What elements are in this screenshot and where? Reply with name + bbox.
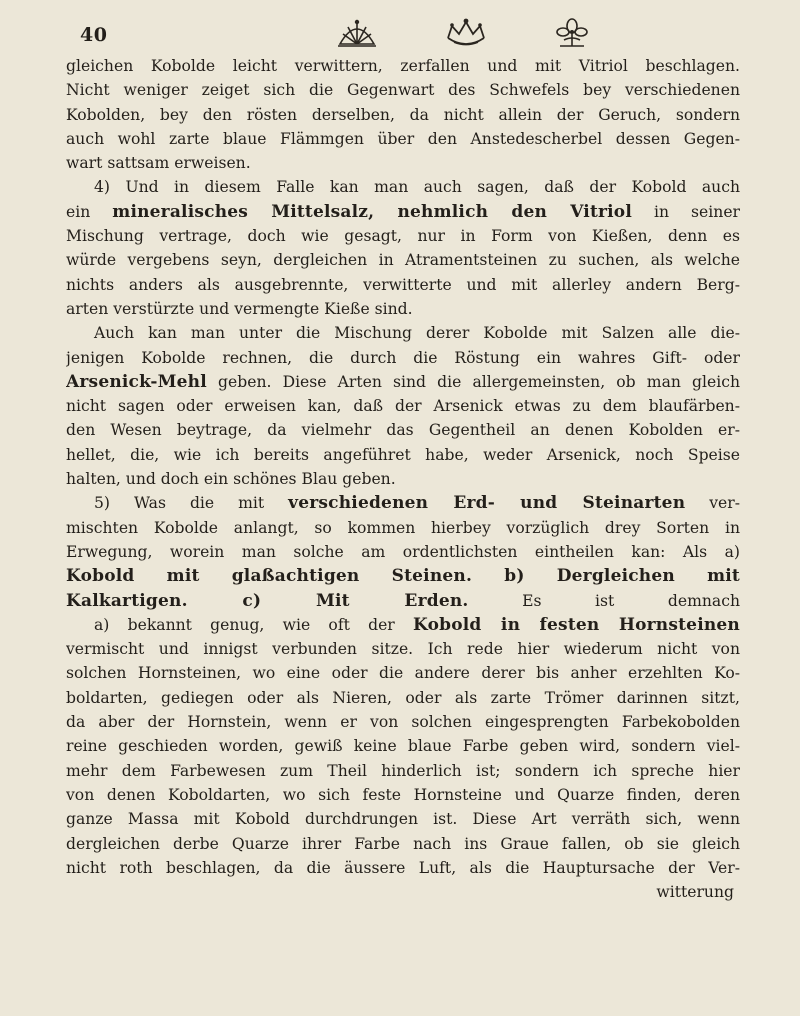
page-number: 40 xyxy=(80,24,108,46)
crown-ornament-icon xyxy=(442,16,490,48)
text-line: halten, und doch ein schönes Blau geben. xyxy=(66,470,396,489)
text-line: arten verstürzte und vermengte Kieße sind. xyxy=(66,299,413,318)
body-text xyxy=(66,54,740,904)
text-line: ein mineralisches Mittelsalz, nehmlich den Vitriol in seiner xyxy=(66,201,740,222)
text-line: nicht sagen oder erweisen kan, daß der Arsenick etwas zu dem blaufärben- xyxy=(66,397,740,416)
text-line: Arsenick-Mehl geben. Diese Arten sind die allergemeinsten, ob man gleich xyxy=(66,371,740,392)
text-line: Kalkartigen. c) Mit Erden. Es ist demnach xyxy=(66,590,740,611)
text-line: wart sattsam erweisen. xyxy=(66,154,251,173)
text-line: jenigen Kobolde rechnen, die durch die Röstung ein wahres Gift- oder xyxy=(66,348,740,367)
emphasis-arsenic-flour: Arsenick-Mehl xyxy=(66,371,207,392)
text-line: auch wohl zarte blaue Flämmgen über den Anstedescherbel dessen Gegen- xyxy=(66,129,740,148)
shell-ornament-icon xyxy=(334,16,380,48)
emphasis-glassy-stones: Kobold mit glaßachtigen Steinen. b) Dergleichen mit xyxy=(66,566,740,587)
paragraph-5-start: 5) Was die mit verschiedenen Erd- und Steinarten ver- xyxy=(94,493,740,514)
text-line: von denen Koboldarten, wo sich feste Hornsteine und Quarze finden, deren xyxy=(66,785,740,804)
text-line: a) bekannt genug, wie oft der Kobold in festen Hornsteinen xyxy=(94,614,740,635)
emphasis-calcareous-earths: Kalkartigen. c) Mit Erden. xyxy=(66,590,469,611)
text-line: reine geschieden worden, gewiß keine blaue Farbe geben wird, sondern viel- xyxy=(66,737,740,756)
emphasis-hornstone: Kobold in festen Hornsteinen xyxy=(413,614,740,635)
text-line: Kobolden, bey den rösten derselben, da nicht allein der Geruch, sondern xyxy=(66,105,740,124)
emphasis-mineral-salt: mineralisches Mittelsalz, nehmlich den Vitriol xyxy=(112,201,633,222)
text-line: boldarten, gediegen oder als Nieren, oder als zarte Trömer darinnen sitzt, xyxy=(66,688,740,707)
page-header xyxy=(66,10,740,54)
text-line: vermischt und innigst verbunden sitze. Ich rede hier wiederum nicht von xyxy=(66,640,740,659)
flower-ornament-icon xyxy=(550,16,594,48)
text-line: ganze Massa mit Kobold durchdrungen ist. Diese Art verräth sich, wenn xyxy=(66,810,740,829)
header-ornaments xyxy=(334,16,594,50)
text-line: mehr dem Farbewesen zum Theil hinderlich ist; sondern ich spreche hier xyxy=(66,761,740,780)
text-line: würde vergebens seyn, dergleichen in Atramentsteinen zu suchen, als welche xyxy=(66,251,740,270)
text-line: Erwegung, worein man solche am ordentlichsten eintheilen kan: Als a) xyxy=(66,542,740,561)
text-line: da aber der Hornstein, wenn er von solchen eingesprengten Farbekobolden xyxy=(66,713,740,732)
text-line: dergleichen derbe Quarze ihrer Farbe nach ins Graue fallen, ob sie gleich xyxy=(66,834,740,853)
paragraph-4-start: 4) Und in diesem Falle kan man auch sagen, daß der Kobold auch xyxy=(94,178,740,197)
text-line: mischten Kobolde anlangt, so kommen hierbey vorzüglich drey Sorten in xyxy=(66,518,740,537)
text-line: den Wesen beytrage, da vielmehr das Gegentheil an denen Kobolden er- xyxy=(66,421,740,440)
catchword: witterung xyxy=(656,883,734,902)
text-line: nicht roth beschlagen, da die äussere Luft, als die Hauptursache der Ver- xyxy=(66,858,740,877)
text-line: solchen Hornsteinen, wo eine oder die andere derer bis anher erzehlten Ko- xyxy=(66,664,740,683)
text-line xyxy=(66,564,740,588)
text-line: Mischung vertrage, doch wie gesagt, nur in Form von Kießen, denn es xyxy=(66,227,740,246)
emphasis-earth-stone-types: verschiedenen Erd- und Steinarten xyxy=(288,493,686,514)
text-line: hellet, die, wie ich bereits angeführet habe, weder Arsenick, noch Speise xyxy=(66,445,740,464)
text-line: nichts anders als ausgebrennte, verwitterte und mit allerley andern Berg- xyxy=(66,275,740,294)
text-line: gleichen Kobolde leicht verwittern, zerfallen und mit Vitriol beschlagen. xyxy=(66,57,740,75)
text-line: Auch kan man unter die Mischung derer Kobolde mit Salzen alle die- xyxy=(94,324,740,343)
text-line: Nicht weniger zeiget sich die Gegenwart des Schwefels bey verschiedenen xyxy=(66,81,740,100)
